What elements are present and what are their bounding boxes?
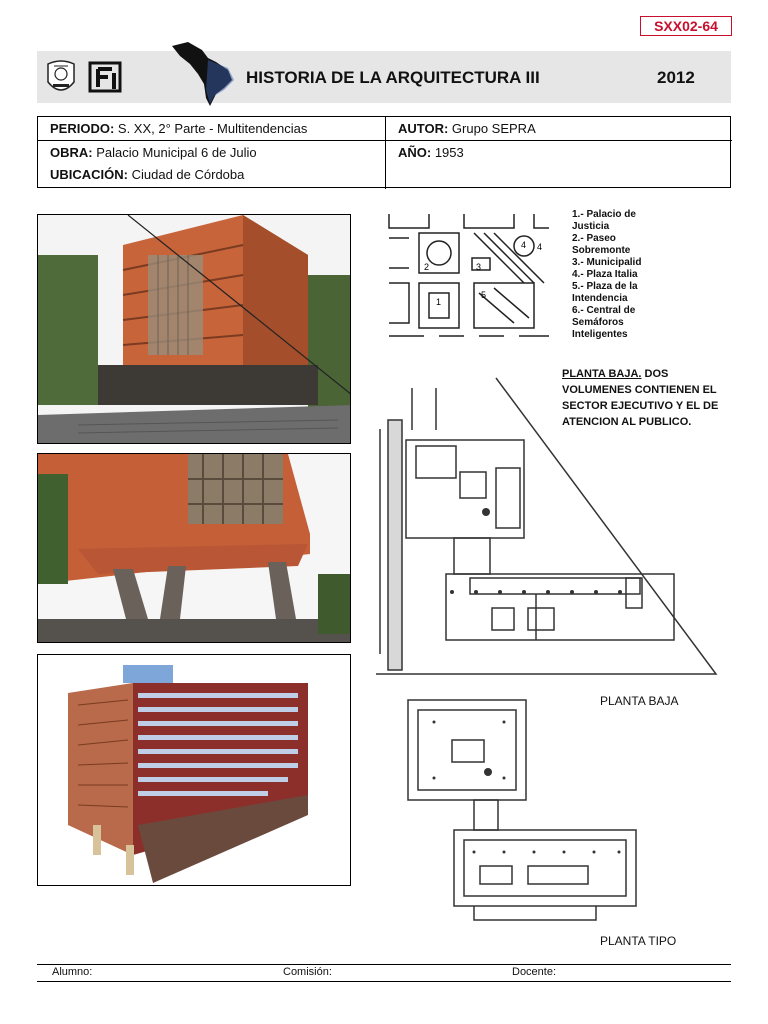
- course-year: 2012: [657, 68, 695, 87]
- info-divider-vertical: [385, 117, 386, 189]
- university-crest-icon: [44, 58, 78, 98]
- autor-value: Grupo SEPRA: [448, 121, 536, 136]
- note-line: VOLUMENES CONTIENEN EL: [562, 384, 717, 396]
- legend-line: Inteligentes: [572, 329, 628, 340]
- faculty-logo-icon: [86, 59, 124, 95]
- obra-label: OBRA:: [50, 145, 93, 160]
- info-divider-horizontal: [38, 140, 732, 141]
- footer-top-rule: [37, 964, 731, 965]
- photo-facade-pilotis: [37, 453, 351, 643]
- periodo-label: PERIODO:: [50, 121, 115, 136]
- footer-docente-label: Docente:: [512, 966, 557, 978]
- ground-floor-plan: [376, 374, 726, 684]
- site-number-4b: 4: [537, 242, 543, 252]
- legend-line: 3.- Municipalid: [572, 257, 642, 268]
- note-line: DOS: [641, 368, 669, 380]
- photo-3d-model: [37, 654, 351, 886]
- note-heading: PLANTA BAJA.: [562, 368, 642, 380]
- legend-line: 1.- Palacio de: [572, 209, 636, 220]
- legend-line: Intendencia: [572, 293, 628, 304]
- anio-value: 1953: [431, 145, 464, 160]
- latin-america-map-icon: [168, 40, 244, 108]
- anio-label: AÑO:: [398, 145, 432, 160]
- footer-alumno-label: Alumno:: [52, 966, 93, 978]
- site-legend: [572, 209, 641, 341]
- site-number-1: 1: [436, 297, 442, 307]
- info-table: [37, 116, 731, 188]
- periodo-value: S. XX, 2° Parte - Multitendencias: [114, 121, 308, 136]
- obra-field: [50, 145, 257, 160]
- legend-line: 4.- Plaza Italia: [572, 269, 638, 280]
- site-number-2: 2: [424, 262, 430, 272]
- ubicacion-label: UBICACIÓN:: [50, 167, 128, 182]
- label-planta-baja: PLANTA BAJA: [600, 694, 679, 708]
- ubicacion-value: Ciudad de Córdoba: [128, 167, 245, 182]
- autor-field: [398, 121, 536, 136]
- legend-line: 5.- Plaza de la: [572, 281, 638, 292]
- site-number-4: 4: [521, 240, 527, 250]
- course-title: HISTORIA DE LA ARQUITECTURA III: [246, 68, 540, 87]
- periodo-field: [50, 121, 307, 136]
- label-planta-tipo: PLANTA TIPO: [600, 934, 677, 948]
- legend-line: Sobremonte: [572, 245, 631, 256]
- legend-line: 6.- Central de: [572, 305, 636, 316]
- legend-line: Semáforos: [572, 317, 624, 328]
- ubicacion-field: [50, 167, 244, 182]
- photo-building-front: [37, 214, 351, 444]
- legend-line: 2.- Paseo: [572, 233, 616, 244]
- legend-line: Justicia: [572, 221, 610, 232]
- autor-label: AUTOR:: [398, 121, 449, 136]
- footer-comision-label: Comisión:: [283, 966, 332, 978]
- footer-bottom-rule: [37, 981, 731, 982]
- site-number-5: 5: [481, 290, 487, 300]
- obra-value: Palacio Municipal 6 de Julio: [92, 145, 257, 160]
- anio-field: [398, 145, 464, 160]
- site-plan-drawing: [384, 208, 554, 350]
- site-number-3: 3: [476, 262, 482, 272]
- note-line: ATENCION AL PUBLICO.: [562, 416, 692, 428]
- typical-floor-plan: [404, 696, 644, 926]
- sheet-code: SXX02-64: [640, 16, 732, 36]
- note-line: SECTOR EJECUTIVO Y EL DE: [562, 400, 719, 412]
